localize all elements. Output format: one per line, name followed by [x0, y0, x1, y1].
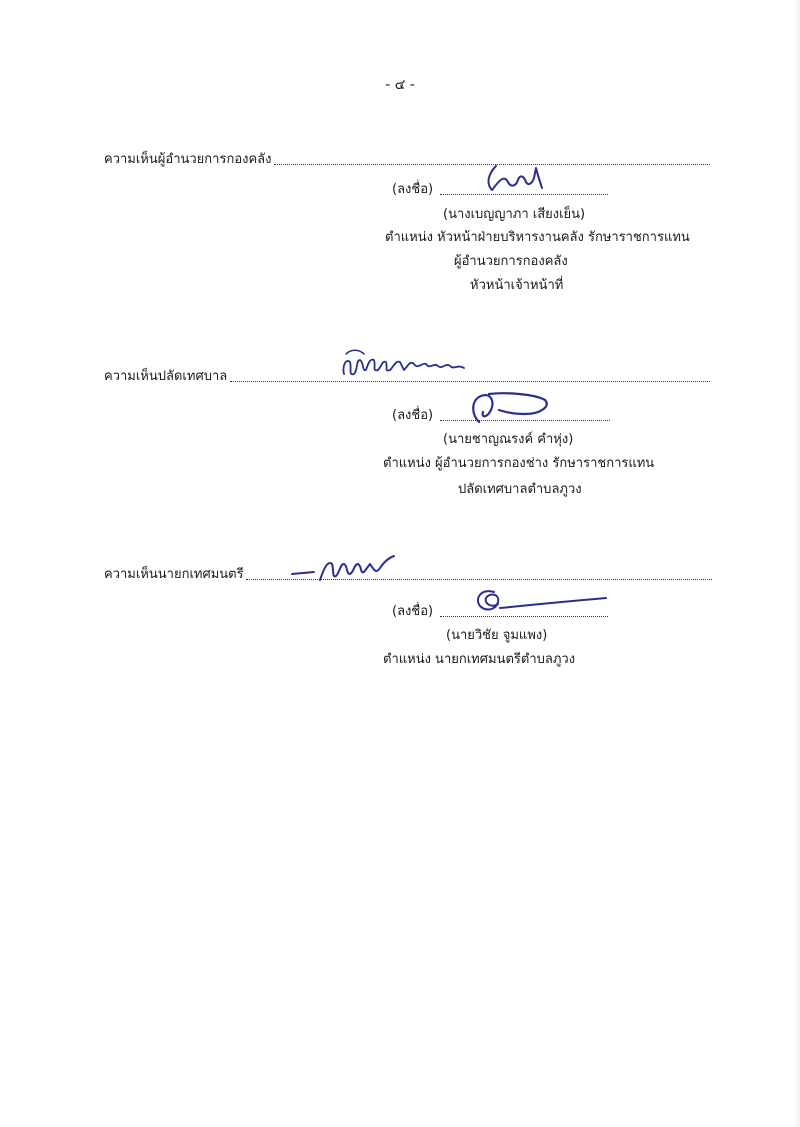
opinion-handwriting-2	[338, 346, 478, 382]
signer-name-2: (นายชาญณรงค์ คำหุ่ง)	[443, 432, 574, 447]
page-number: - ๔ -	[385, 77, 415, 93]
page-edge-shadow	[794, 0, 800, 1127]
signature-3	[470, 584, 610, 620]
sign-label-2: (ลงชื่อ)	[392, 408, 434, 423]
signature-1	[478, 160, 558, 196]
signature-2	[465, 388, 555, 428]
signer-position-1-line1: ตำแหน่ง หัวหน้าฝ่ายบริหารงานคลัง รักษาราชการแทน	[385, 230, 690, 245]
sign-label-3: (ลงชื่อ)	[392, 604, 434, 619]
signer-position-1-line3: หัวหน้าเจ้าหน้าที่	[470, 278, 564, 293]
opinion-label-mayor: ความเห็นนายกเทศมนตรี	[104, 567, 244, 582]
opinion-handwriting-3	[290, 550, 410, 584]
signer-position-3-line1: ตำแหน่ง นายกเทศมนตรีตำบลภูวง	[383, 652, 576, 667]
signer-position-1-line2: ผู้อำนวยการกองคลัง	[454, 254, 568, 269]
opinion-label-municipal-clerk: ความเห็นปลัดเทศบาล	[104, 369, 228, 384]
signer-position-2-line1: ตำแหน่ง ผู้อำนวยการกองช่าง รักษาราชการแทน	[383, 456, 655, 471]
signer-name-1: (นางเบญญาภา เสียงเย็น)	[443, 207, 586, 222]
signer-position-2-line2: ปลัดเทศบาลตำบลภูวง	[458, 482, 582, 497]
signer-name-3: (นายวิชัย จูมแพง)	[446, 628, 548, 643]
opinion-label-finance-director: ความเห็นผู้อำนวยการกองคลัง	[104, 152, 272, 167]
sign-label-1: (ลงชื่อ)	[392, 182, 434, 197]
